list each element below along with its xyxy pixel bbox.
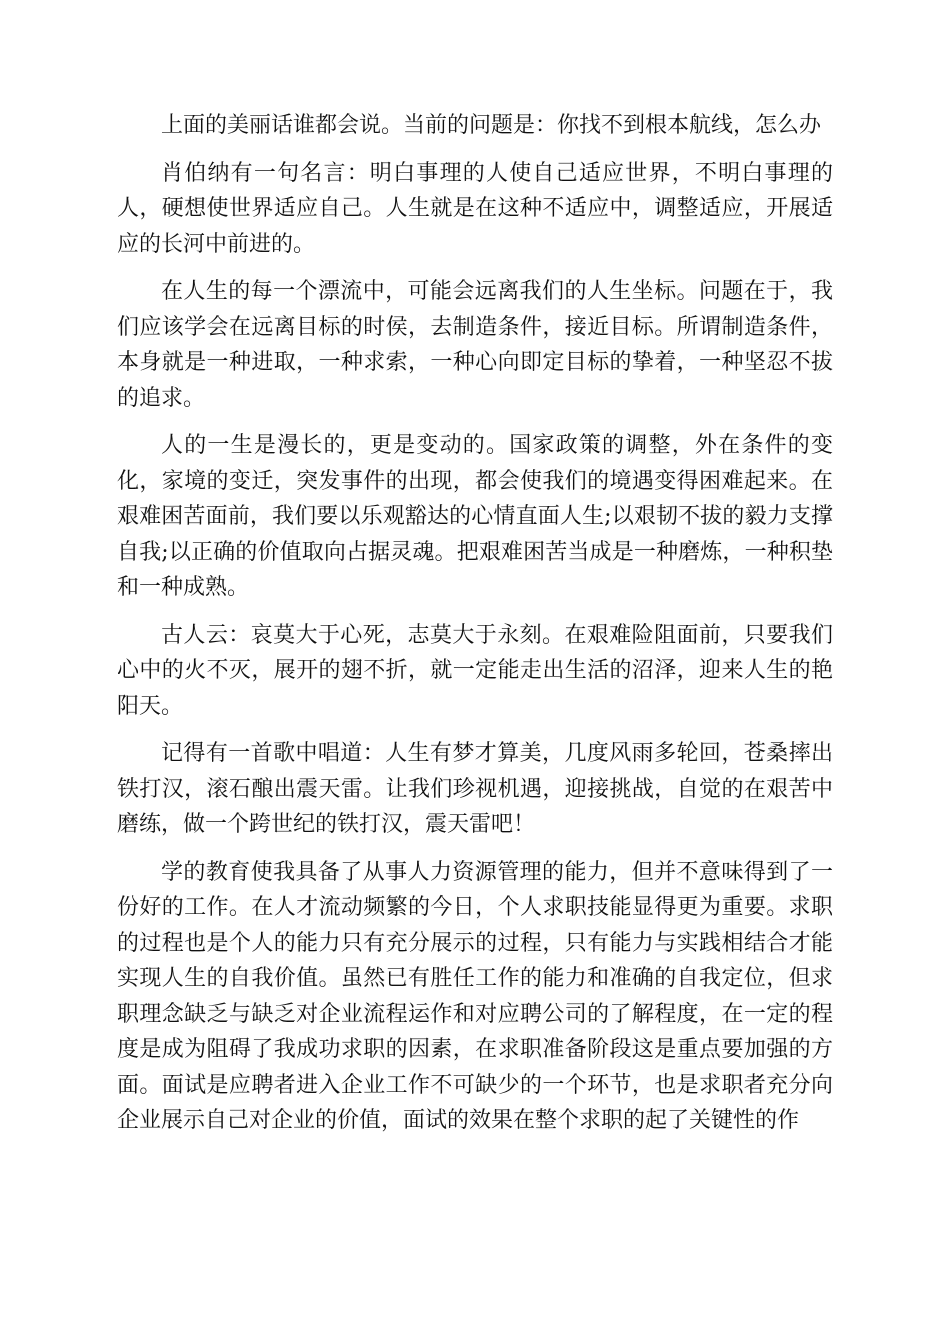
paragraph-3: 在人生的每一个漂流中，可能会远离我们的人生坐标。问题在于，我们应该学会在远离目标的时侯，去制造条件，接近目标。所谓制造条件，本身就是一种进取，一种求索，一种心向即定目标的挚着，一种坚忍不拔的追求。 [117,279,833,411]
paragraph-2: 肖伯纳有一句名言：明白事理的人使自己适应世界，不明白事理的人，硬想使世界适应自己。人生就是在这种不适应中，调整适应，开展适应的长河中前进的。 [117,160,833,257]
paragraph-1: 上面的美丽话谁都会说。当前的问题是：你找不到根本航线，怎么办 [161,113,822,138]
document-body [117,108,833,1139]
paragraph-7: 学的教育使我具备了从事人力资源管理的能力，但并不意味得到了一份好的工作。在人才流动频繁的今日，个人求职技能显得更为重要。求职的过程也是个人的能力只有充分展示的过程，只有能力与实践相结合才能实现人生的自我价值。虽然已有胜任工作的能力和准确的自我定位，但求职理念缺乏与缺乏对企业流程运作和对应聘公司的了解程度，在一定的程度是成为阻碍了我成功求职的因素，在求职准备阶段这是重点要加强的方面。面试是应聘者进入企业工作不可缺少的一个环节，也是求职者充分向企业展示自己对企业的价值，面试的效果在整个求职的起了关键性的作 [117,859,833,1133]
paragraph-6: 记得有一首歌中唱道：人生有梦才算美，几度风雨多轮回，苍桑摔出铁打汉，滚石酿出震天雷。让我们珍视机遇，迎接挑战，自觉的在艰苦中磨练，做一个跨世纪的铁打汉，震天雷吧！ [117,741,833,837]
paragraph-4: 人的一生是漫长的，更是变动的。国家政策的调整，外在条件的变化，家境的变迁，突发事件的出现，都会使我们的境遇变得困难起来。在艰难困苦面前，我们要以乐观豁达的心情直面人生;以艰韧不拔的毅力支撑自我;以正确的价值取向占据灵魂。把艰难困苦当成是一种磨炼，一种积垫和一种成熟。 [117,433,833,600]
paragraph-5: 古人云：哀莫大于心死，志莫大于永刻。在艰难险阻面前，只要我们心中的火不灭，展开的翅不折，就一定能走出生活的沼泽，迎来人生的艳阳天。 [117,622,833,719]
